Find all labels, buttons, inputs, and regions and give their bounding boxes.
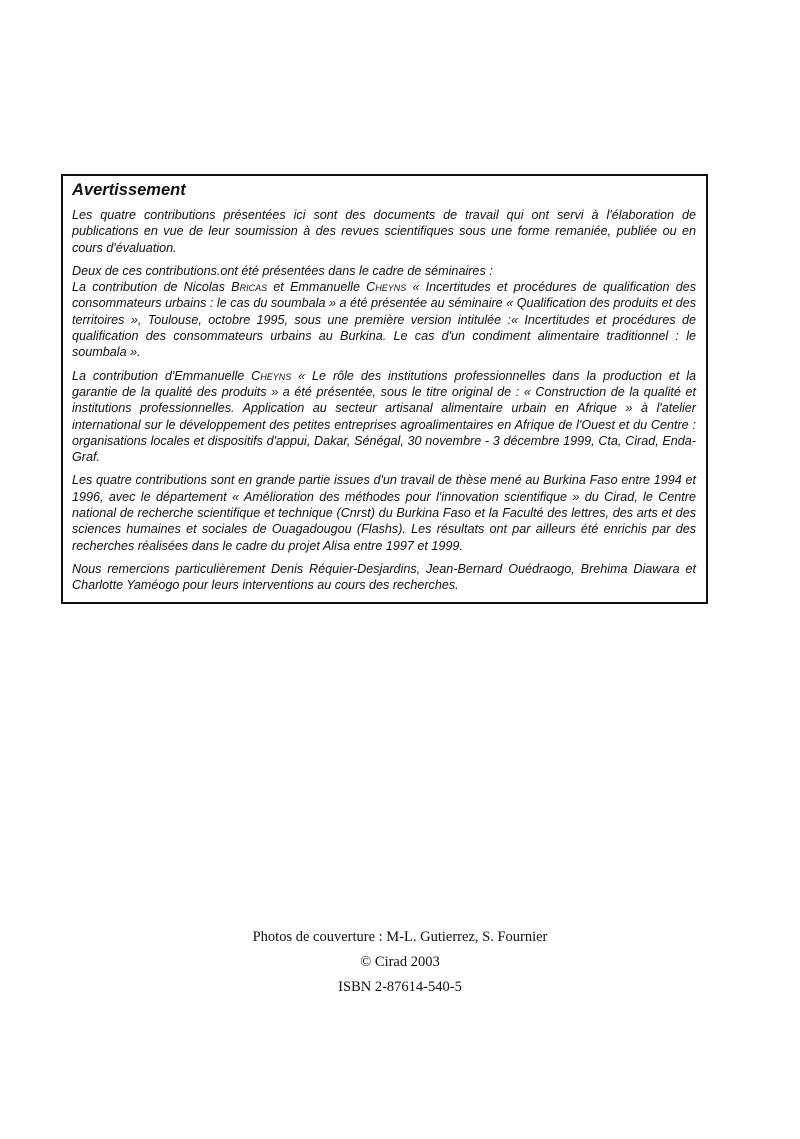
copyright-line: © Cirad 2003 [360, 954, 440, 970]
notice-paragraph-purpose: Les quatre contributions présentées ici sont des documents de travail qui ont servi à l'élaboration de publications en vue de leur soumission à des revues scientifiques sous une forme remaniée, publiée ou en cours d'évaluation. [72, 208, 696, 255]
contribution-1-lead: La contribution de Nicolas [72, 280, 225, 295]
notice-paragraph-thanks: Nous remercions particulièrement Denis Réquier-Desjardins, Jean-Bernard Ouédraogo, Brehima Diawara et Charlotte Yaméogo pour leurs interventions au cours des recherches. [72, 561, 696, 593]
author-cheyns-2: Cheyns [251, 368, 292, 383]
credits-block [0, 925, 800, 1000]
cover-photo-credit: Photos de couverture : M-L. Gutierrez, S. Fournier [252, 929, 548, 945]
notice-box [61, 174, 708, 604]
isbn-line: ISBN 2-87614-540-5 [338, 979, 462, 995]
contribution-1-body: « Incertitudes et procédures de qualification des consommateurs urbains : le cas du soumbala » a été présentée au séminaire « Qualification des produits et des territoires », Toulouse, octobre 1995, sous une première version intitulée :« Incertitudes et procédures de qualification des consommateurs urbains au Burkina. Le cas d'un condiment alimentaire traditionnel : le soumbala ». [72, 280, 696, 360]
contribution-1-conj: et Emmanuelle [273, 280, 360, 295]
notice-paragraph-thesis: Les quatre contributions sont en grande partie issues d'un travail de thèse mené au Burkina Faso entre 1994 et 1996, avec le département « Amélioration des méthodes pour l'innovation scientifique » du Cirad, le Centre national de recherche scientifique et technique (Cnrst) du Burkina Faso et la Faculté des lettres, des arts et des sciences humaines et sociales de Ouagadougou (Flashs). Les résultats ont par ailleurs été enrichis par des recherches réalisées dans le cadre du projet Alisa entre 1997 et 1999. [72, 473, 696, 553]
contribution-2-lead: La contribution d'Emmanuelle [72, 368, 245, 383]
author-cheyns: Cheyns [366, 280, 407, 295]
notice-paragraph-seminars [72, 263, 696, 361]
notice-title: Avertissement [72, 181, 186, 199]
contribution-2-body: « Le rôle des institutions professionnelles dans la production et la garantie de la qualité des produits » a été présentée, sous le titre original de : « Construction de la qualité et institutions professionnelles. Application au secteur artisanal alimentaire urbain en Afrique » à l'atelier international sur le développement des petites entreprises agroalimentaires en Afrique de l'Ouest et du Centre : organisations locales et dispositifs d'appui, Dakar, Sénégal, 30 novembre - 3 décembre 1999, Cta, Cirad, Enda-Graf. [72, 368, 697, 465]
notice-paragraph-workshop [72, 368, 696, 466]
author-bricas: Bricas [231, 280, 268, 295]
seminars-intro: Deux de ces contributions.ont été présentées dans le cadre de séminaires : [72, 263, 493, 278]
